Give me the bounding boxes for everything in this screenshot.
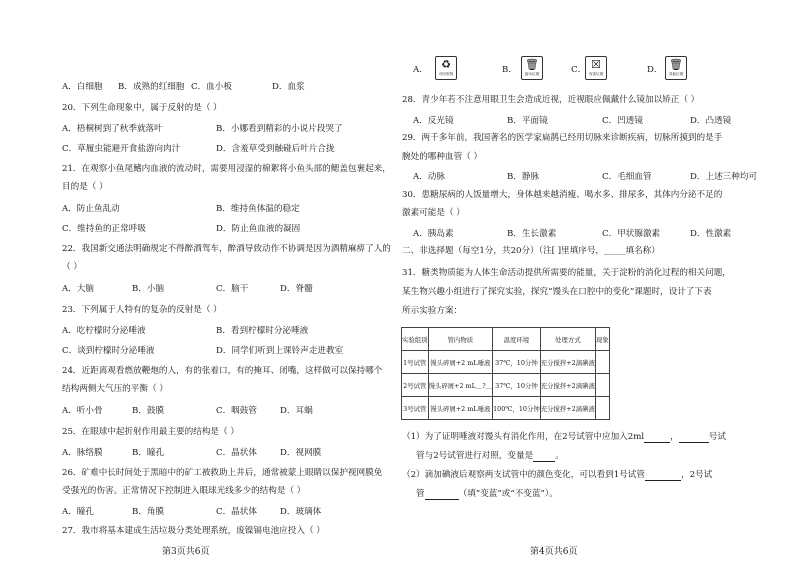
q27-option-a-label[interactable]: A．: [413, 65, 428, 75]
q25-option-d[interactable]: D．视网膜: [280, 448, 322, 458]
q24-option-d[interactable]: D．耳蜗: [280, 406, 313, 416]
table-header-cell: 处理方式: [540, 328, 595, 351]
table-row: [402, 374, 610, 397]
recyclable-icon[interactable]: ♻ 可回收物: [435, 56, 457, 80]
q29-option-c[interactable]: C．毛细血管: [602, 172, 652, 182]
table-header-cell: 实验组别: [402, 328, 429, 351]
answer-blank[interactable]: [644, 433, 670, 443]
q31-stem-2: 某生物兴趣小组进行了探究实验，探究“馒头在口腔中的变化”课题时，设计了下表: [402, 287, 712, 297]
q26-option-a[interactable]: A．瞳孔: [62, 507, 94, 517]
other-waste-icon[interactable]: 🗑 其他垃圾: [665, 56, 687, 80]
q30-option-c[interactable]: C．甲状腺激素: [602, 229, 661, 239]
q25-option-c[interactable]: C．晶状体: [216, 448, 257, 458]
table-cell: [595, 351, 609, 374]
page-footer-left: 第3页共6页: [162, 547, 210, 557]
q21-stem-1: 21．在观察小鱼尾鳍内血液的流动时，需要用浸湿的棉絮将小鱼头部的鳃盖包裹起来，: [62, 164, 391, 174]
q23-stem: 23．下列属于人特有的复杂的反射是（ ）: [62, 305, 222, 315]
table-cell: 馒头碎屑+2 mL唾液: [428, 351, 493, 374]
q20-stem: 20．下列生命现象中，属于反射的是（ ）: [62, 103, 222, 113]
q19-option-d[interactable]: D．血浆: [272, 82, 305, 92]
q31-part1-line2: 管与2号试管进行对照，变量是 。: [416, 451, 564, 461]
q21-option-d[interactable]: D．防止鱼血液的凝固: [216, 224, 301, 234]
q31-stem-3: 所示实验方案：: [402, 306, 463, 316]
q22-option-d[interactable]: D．脊髓: [280, 284, 313, 294]
table-cell: 充分搅拌+2滴碘液: [540, 374, 595, 397]
page-footer-right: 第4页共6页: [530, 547, 578, 557]
q27-option-b-label[interactable]: B．: [502, 65, 517, 75]
q26-stem-2: 受强光的伤害。正常情况下控制进入眼球光线多少的结构是（ ）: [62, 486, 306, 496]
q21-stem-2: 目的是（ ）: [62, 182, 108, 192]
answer-blank[interactable]: [533, 452, 555, 462]
q20-option-b[interactable]: B．小娜看到精彩的小说片段哭了: [216, 124, 343, 134]
q31-part1-line1: （1）为了证明唾液对馒头有消化作用，在2号试管中应加入2ml ， 号试: [402, 432, 726, 442]
table-header-cell: 管内物质: [428, 328, 493, 351]
q20-option-c[interactable]: C．草履虫能避开食盐游向肉汁: [62, 144, 181, 154]
q26-option-b[interactable]: B．角膜: [132, 507, 165, 517]
q19-option-a[interactable]: A．白细胞: [62, 82, 103, 92]
q29-option-d[interactable]: D．上述三种均可: [690, 172, 758, 182]
q22-stem-1: 22．我国新交通法明确规定不得醉酒驾车，醉酒导致动作不协调是因为酒精麻痹了人的: [62, 244, 391, 254]
table-cell: 2号试管: [402, 374, 429, 397]
table-row: [402, 397, 610, 420]
kitchen-waste-icon[interactable]: 🗑 厨余垃圾: [521, 56, 543, 80]
q24-option-a[interactable]: A．听小骨: [62, 406, 103, 416]
section-two-heading: 二、非选择题（每空1分，共20分）（注[ ]里填序号，_____填名称）: [402, 246, 660, 256]
q30-option-d[interactable]: D．性激素: [690, 229, 732, 239]
table-cell: 馒头碎屑+2 mL＿?＿: [428, 374, 493, 397]
q29-stem-2: 腕处的哪种血管（ ）: [402, 152, 483, 162]
q25-option-b[interactable]: B．瞳孔: [132, 448, 165, 458]
q28-option-d[interactable]: D．凸透镜: [690, 116, 732, 126]
q26-option-c[interactable]: C．晶状体: [216, 507, 257, 517]
table-header-cell: 温度环境: [493, 328, 541, 351]
q27-option-c-label[interactable]: C．: [571, 65, 587, 75]
q26-option-d[interactable]: D．玻璃体: [280, 507, 322, 517]
q23-option-d[interactable]: D．同学们听到上课铃声走进教室: [216, 346, 344, 356]
q19-option-b[interactable]: B．成熟的红细胞: [118, 82, 185, 92]
q30-option-b[interactable]: B．生长激素: [507, 229, 557, 239]
q23-option-b[interactable]: B．看到柠檬时分泌唾液: [216, 326, 309, 336]
table-cell: 3号试管: [402, 397, 429, 420]
q21-option-c[interactable]: C．维持鱼的正常呼吸: [62, 224, 146, 234]
table-cell: 37℃，10分钟: [493, 374, 541, 397]
q22-option-a[interactable]: A．大脑: [62, 284, 94, 294]
table-cell: 充分搅拌+2滴碘液: [540, 397, 595, 420]
table-cell: 100℃，10分钟: [493, 397, 541, 420]
q31-part2-line2: 管 （填“变蓝”或“不变蓝”）。: [416, 489, 558, 499]
answer-blank[interactable]: [425, 490, 459, 500]
q25-option-a[interactable]: A．脉络膜: [62, 448, 103, 458]
q20-option-a[interactable]: A．梧桐树到了秋季就落叶: [62, 124, 163, 134]
q22-option-c[interactable]: C．脑干: [216, 284, 249, 294]
table-cell: [595, 374, 609, 397]
q27-stem: 27．我市将基本建成生活垃圾分类处理系统，废镍镉电池应投入（ ）: [62, 526, 325, 536]
table-cell: 充分搅拌+2滴碘液: [540, 351, 595, 374]
table-header-row: [402, 328, 610, 351]
q21-option-a[interactable]: A．防止鱼乱动: [62, 204, 120, 214]
answer-blank[interactable]: [645, 471, 681, 481]
q31-stem-1: 31．糖类物质能为人体生命活动提供所需要的能量，关于淀粉的消化过程的相关问题，: [402, 268, 731, 278]
table-row: [402, 351, 610, 374]
q24-stem-2: 结构两侧大气压的平衡（ ）: [62, 384, 168, 394]
hazardous-waste-icon[interactable]: ☒ 有害垃圾: [585, 56, 607, 80]
q28-option-c[interactable]: C．凹透镜: [602, 116, 643, 126]
q28-stem: 28．青少年若不注意用眼卫生会造成近视，近视眼应佩戴什么镜加以矫正（ ）: [402, 95, 700, 105]
q30-stem-1: 30．患糖尿病的人饭量增大，身体越来越消瘦、喝水多、排尿多，其体内分泌不足的: [402, 190, 723, 200]
q29-stem-1: 29．两千多年前，我国著名的医学家扁鹊已经用切脉来诊断疾病，切脉所摸到的是手: [402, 133, 723, 143]
q22-option-b[interactable]: B．小脑: [132, 284, 165, 294]
q30-option-a[interactable]: A．胰岛素: [413, 229, 454, 239]
q21-option-b[interactable]: B．维持鱼体温的稳定: [216, 204, 300, 214]
q24-option-c[interactable]: C．咽鼓管: [216, 406, 257, 416]
q29-option-b[interactable]: B．静脉: [507, 172, 540, 182]
answer-blank[interactable]: [679, 433, 709, 443]
table-cell: 37℃，10分钟: [493, 351, 541, 374]
q22-stem-2: （ ）: [62, 262, 82, 272]
q23-option-a[interactable]: A．吃柠檬时分泌唾液: [62, 326, 146, 336]
q25-stem: 25．在眼球中起折射作用最主要的结构是（ ）: [62, 427, 239, 437]
q31-part2-line1: （2）滴加碘液后观察两支试管中的颜色变化，可以看到1号试管 ，2号试: [402, 470, 713, 480]
table-cell: 馒头碎屑+2 mL唾液: [428, 397, 493, 420]
right-page: [400, 0, 794, 561]
table-header-cell: 现象: [595, 328, 609, 351]
q27-option-d-label[interactable]: D．: [647, 65, 663, 75]
q24-stem-1: 24．近距离观看燃放鞭炮的人，有的张着口，有的掩耳、闭嘴，这样做可以保持哪个: [62, 366, 383, 376]
q28-option-b[interactable]: B．平面镜: [507, 116, 548, 126]
q28-option-a[interactable]: A．反光镜: [413, 116, 454, 126]
q23-option-c[interactable]: C．谈到柠檬时分泌唾液: [62, 346, 155, 356]
q29-option-a[interactable]: A．动脉: [413, 172, 445, 182]
q26-stem-1: 26．矿难中长时间处于黑暗中的矿工被救助上井后，通常被蒙上眼睛以保护视网膜免: [62, 468, 383, 478]
q24-option-b[interactable]: B．鼓膜: [132, 406, 165, 416]
table-cell: 1号试管: [402, 351, 429, 374]
q30-stem-2: 激素可能是（ ）: [402, 208, 465, 218]
table-cell: [595, 397, 609, 420]
q19-option-c[interactable]: C．血小板: [191, 82, 232, 92]
experiment-table: [401, 327, 610, 420]
q20-option-d[interactable]: D．含羞草受到触碰后叶片合拢: [216, 144, 335, 154]
